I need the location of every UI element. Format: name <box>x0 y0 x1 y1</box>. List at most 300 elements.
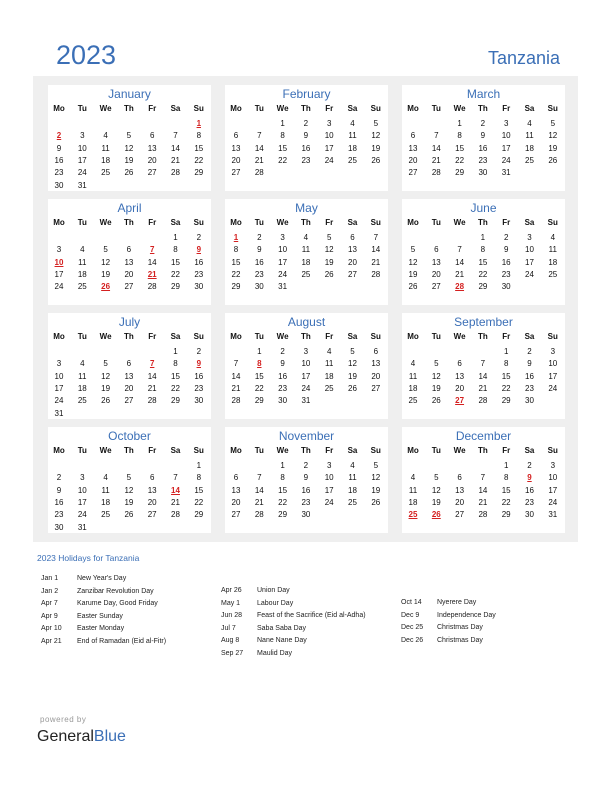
day-cell[interactable]: 7 <box>480 359 486 369</box>
day-cell[interactable]: 10 <box>501 131 511 141</box>
day-cell[interactable]: 23 <box>301 497 311 507</box>
day-cell[interactable]: 16 <box>54 497 64 507</box>
day-cell[interactable]: 17 <box>548 485 558 495</box>
day-cell[interactable]: 9 <box>503 245 509 255</box>
day-cell[interactable]: 25 <box>408 396 418 406</box>
day-cell[interactable]: 30 <box>525 510 534 520</box>
day-cell[interactable]: 13 <box>124 257 134 267</box>
day-cell[interactable]: 25 <box>348 497 357 507</box>
day-cell[interactable]: 4 <box>326 347 332 356</box>
day-cell[interactable]: 11 <box>101 485 110 495</box>
day-cell[interactable]: 11 <box>325 359 334 369</box>
day-cell[interactable]: 24 <box>525 269 534 279</box>
day-cell[interactable]: 22 <box>278 497 288 507</box>
day-cell[interactable]: 21 <box>171 155 180 165</box>
day-cell[interactable]: 27 <box>431 282 441 292</box>
day-cell[interactable]: 24 <box>54 396 64 406</box>
day-cell[interactable]: 10 <box>77 485 87 495</box>
day-cell[interactable]: 2 <box>480 119 486 128</box>
day-cell[interactable]: 5 <box>373 461 379 470</box>
day-cell[interactable]: 20 <box>231 497 241 507</box>
day-cell[interactable]: 12 <box>431 485 441 495</box>
day-cell[interactable]: 6 <box>149 131 155 141</box>
day-cell[interactable]: 29 <box>194 510 204 520</box>
day-cell[interactable]: 29 <box>254 396 264 406</box>
day-cell[interactable]: 7 <box>480 473 486 483</box>
holiday-day-cell[interactable]: 14 <box>171 485 180 495</box>
day-cell[interactable]: 6 <box>233 473 239 483</box>
day-cell[interactable]: 7 <box>373 233 379 242</box>
day-cell[interactable]: 21 <box>478 383 488 393</box>
day-cell[interactable]: 29 <box>231 282 241 292</box>
day-cell[interactable]: 13 <box>371 359 381 369</box>
day-cell[interactable]: 23 <box>54 168 64 178</box>
day-cell[interactable]: 4 <box>350 119 355 128</box>
day-cell[interactable]: 31 <box>54 408 64 418</box>
day-cell[interactable]: 27 <box>455 510 465 520</box>
day-cell[interactable]: 6 <box>457 473 462 483</box>
day-cell[interactable]: 19 <box>348 371 357 381</box>
day-cell[interactable]: 20 <box>431 269 441 279</box>
day-cell[interactable]: 2 <box>280 347 285 356</box>
day-cell[interactable]: 24 <box>77 168 87 178</box>
day-cell[interactable]: 4 <box>550 233 556 242</box>
day-cell[interactable]: 4 <box>303 233 309 242</box>
holiday-day-cell[interactable]: 7 <box>149 359 155 369</box>
day-cell[interactable]: 19 <box>371 485 381 495</box>
day-cell[interactable]: 7 <box>173 473 178 483</box>
day-cell[interactable]: 12 <box>348 359 357 369</box>
day-cell[interactable]: 19 <box>371 143 381 153</box>
day-cell[interactable]: 11 <box>548 245 557 255</box>
day-cell[interactable]: 8 <box>280 131 285 141</box>
day-cell[interactable]: 15 <box>231 257 241 267</box>
day-cell[interactable]: 6 <box>350 233 355 242</box>
day-cell[interactable]: 12 <box>408 257 418 267</box>
day-cell[interactable]: 17 <box>501 143 511 153</box>
day-cell[interactable]: 3 <box>550 461 556 470</box>
day-cell[interactable]: 16 <box>501 257 511 267</box>
day-cell[interactable]: 27 <box>231 168 241 178</box>
day-cell[interactable]: 3 <box>56 359 62 369</box>
day-cell[interactable]: 5 <box>103 359 108 369</box>
day-cell[interactable]: 25 <box>301 269 311 279</box>
day-cell[interactable]: 9 <box>56 485 62 495</box>
day-cell[interactable]: 16 <box>301 485 311 495</box>
day-cell[interactable]: 17 <box>525 257 534 267</box>
day-cell[interactable]: 10 <box>324 473 334 483</box>
day-cell[interactable]: 24 <box>501 155 511 165</box>
day-cell[interactable]: 26 <box>124 510 134 520</box>
day-cell[interactable]: 29 <box>501 396 511 406</box>
day-cell[interactable]: 19 <box>324 257 334 267</box>
day-cell[interactable]: 28 <box>371 269 381 279</box>
day-cell[interactable]: 30 <box>54 522 64 532</box>
day-cell[interactable]: 16 <box>194 257 204 267</box>
day-cell[interactable]: 21 <box>231 383 241 393</box>
day-cell[interactable]: 15 <box>278 485 288 495</box>
day-cell[interactable]: 12 <box>124 485 134 495</box>
day-cell[interactable]: 23 <box>194 269 204 279</box>
day-cell[interactable]: 30 <box>525 396 534 406</box>
day-cell[interactable]: 17 <box>54 269 64 279</box>
day-cell[interactable]: 21 <box>478 497 488 507</box>
day-cell[interactable]: 16 <box>254 257 264 267</box>
day-cell[interactable]: 12 <box>101 257 111 267</box>
day-cell[interactable]: 7 <box>257 131 262 141</box>
day-cell[interactable]: 26 <box>348 383 357 393</box>
holiday-day-cell[interactable]: 9 <box>527 473 532 483</box>
day-cell[interactable]: 28 <box>431 168 441 178</box>
day-cell[interactable]: 22 <box>231 269 241 279</box>
day-cell[interactable]: 8 <box>196 473 202 483</box>
holiday-day-cell[interactable]: 9 <box>196 245 202 255</box>
day-cell[interactable]: 18 <box>301 257 311 267</box>
day-cell[interactable]: 20 <box>147 155 157 165</box>
day-cell[interactable]: 13 <box>231 143 241 153</box>
day-cell[interactable]: 24 <box>548 497 558 507</box>
holiday-day-cell[interactable]: 26 <box>431 510 441 520</box>
day-cell[interactable]: 21 <box>431 155 441 165</box>
holiday-day-cell[interactable]: 10 <box>54 257 64 267</box>
day-cell[interactable]: 16 <box>525 371 534 381</box>
day-cell[interactable]: 11 <box>101 143 110 153</box>
day-cell[interactable]: 8 <box>280 473 285 483</box>
day-cell[interactable]: 31 <box>501 168 511 178</box>
day-cell[interactable]: 4 <box>527 119 532 128</box>
day-cell[interactable]: 24 <box>77 510 87 520</box>
day-cell[interactable]: 27 <box>124 282 134 292</box>
day-cell[interactable]: 30 <box>54 180 64 190</box>
day-cell[interactable]: 10 <box>548 359 558 369</box>
day-cell[interactable]: 18 <box>548 257 558 267</box>
day-cell[interactable]: 25 <box>525 155 534 165</box>
day-cell[interactable]: 1 <box>503 347 509 356</box>
holiday-day-cell[interactable]: 2 <box>56 131 62 141</box>
day-cell[interactable]: 1 <box>257 347 262 356</box>
day-cell[interactable]: 10 <box>548 473 558 483</box>
day-cell[interactable]: 24 <box>548 383 558 393</box>
day-cell[interactable]: 11 <box>408 371 418 381</box>
day-cell[interactable]: 3 <box>56 245 62 255</box>
day-cell[interactable]: 19 <box>408 269 418 279</box>
day-cell[interactable]: 18 <box>408 497 418 507</box>
day-cell[interactable]: 6 <box>149 473 155 483</box>
day-cell[interactable]: 15 <box>194 143 204 153</box>
day-cell[interactable]: 14 <box>231 371 241 381</box>
day-cell[interactable]: 11 <box>525 131 534 141</box>
day-cell[interactable]: 5 <box>550 119 556 128</box>
day-cell[interactable]: 2 <box>503 233 509 242</box>
day-cell[interactable]: 1 <box>457 119 462 128</box>
day-cell[interactable]: 4 <box>103 473 108 483</box>
day-cell[interactable]: 9 <box>480 131 486 141</box>
day-cell[interactable]: 22 <box>194 155 204 165</box>
day-cell[interactable]: 25 <box>548 269 558 279</box>
day-cell[interactable]: 27 <box>231 510 241 520</box>
day-cell[interactable]: 10 <box>278 245 288 255</box>
day-cell[interactable]: 15 <box>278 143 288 153</box>
day-cell[interactable]: 24 <box>278 269 288 279</box>
day-cell[interactable]: 21 <box>147 383 157 393</box>
day-cell[interactable]: 18 <box>324 371 334 381</box>
day-cell[interactable]: 6 <box>126 359 132 369</box>
day-cell[interactable]: 4 <box>350 461 355 470</box>
day-cell[interactable]: 28 <box>254 168 264 178</box>
day-cell[interactable]: 31 <box>77 522 87 532</box>
day-cell[interactable]: 9 <box>56 143 62 153</box>
day-cell[interactable]: 6 <box>373 347 379 356</box>
day-cell[interactable]: 22 <box>501 383 511 393</box>
day-cell[interactable]: 16 <box>54 155 64 165</box>
day-cell[interactable]: 7 <box>457 245 462 255</box>
day-cell[interactable]: 15 <box>171 257 180 267</box>
day-cell[interactable]: 21 <box>254 155 264 165</box>
day-cell[interactable]: 12 <box>324 245 334 255</box>
day-cell[interactable]: 19 <box>431 497 441 507</box>
day-cell[interactable]: 24 <box>324 497 334 507</box>
day-cell[interactable]: 20 <box>147 497 157 507</box>
day-cell[interactable]: 18 <box>408 383 418 393</box>
day-cell[interactable]: 3 <box>80 473 85 483</box>
day-cell[interactable]: 4 <box>80 359 85 369</box>
day-cell[interactable]: 31 <box>278 282 288 292</box>
day-cell[interactable]: 24 <box>324 155 334 165</box>
day-cell[interactable]: 11 <box>301 245 311 255</box>
day-cell[interactable]: 22 <box>478 269 488 279</box>
day-cell[interactable]: 18 <box>348 485 357 495</box>
day-cell[interactable]: 7 <box>233 359 239 369</box>
day-cell[interactable]: 25 <box>101 168 111 178</box>
day-cell[interactable]: 20 <box>455 497 465 507</box>
day-cell[interactable]: 18 <box>101 497 111 507</box>
day-cell[interactable]: 30 <box>194 282 204 292</box>
day-cell[interactable]: 18 <box>101 155 111 165</box>
day-cell[interactable]: 1 <box>173 347 178 356</box>
day-cell[interactable]: 21 <box>254 497 264 507</box>
holiday-day-cell[interactable]: 7 <box>149 245 155 255</box>
day-cell[interactable]: 30 <box>194 396 204 406</box>
day-cell[interactable]: 15 <box>254 371 264 381</box>
day-cell[interactable]: 8 <box>233 245 239 255</box>
day-cell[interactable]: 29 <box>278 510 288 520</box>
day-cell[interactable]: 15 <box>501 485 511 495</box>
day-cell[interactable]: 12 <box>101 371 111 381</box>
day-cell[interactable]: 20 <box>408 155 418 165</box>
day-cell[interactable]: 26 <box>371 155 381 165</box>
day-cell[interactable]: 28 <box>478 510 488 520</box>
day-cell[interactable]: 2 <box>196 347 202 356</box>
day-cell[interactable]: 14 <box>455 257 465 267</box>
day-cell[interactable]: 26 <box>124 168 134 178</box>
day-cell[interactable]: 28 <box>171 510 180 520</box>
day-cell[interactable]: 3 <box>280 233 285 242</box>
day-cell[interactable]: 16 <box>478 143 488 153</box>
day-cell[interactable]: 12 <box>548 131 558 141</box>
day-cell[interactable]: 15 <box>194 485 204 495</box>
day-cell[interactable]: 13 <box>455 371 465 381</box>
day-cell[interactable]: 14 <box>254 485 264 495</box>
day-cell[interactable]: 23 <box>525 497 534 507</box>
day-cell[interactable]: 16 <box>278 371 288 381</box>
day-cell[interactable]: 17 <box>54 383 64 393</box>
day-cell[interactable]: 10 <box>301 359 311 369</box>
day-cell[interactable]: 31 <box>301 396 311 406</box>
day-cell[interactable]: 2 <box>56 473 62 483</box>
day-cell[interactable]: 11 <box>348 473 357 483</box>
day-cell[interactable]: 6 <box>233 131 239 141</box>
day-cell[interactable]: 5 <box>326 233 332 242</box>
day-cell[interactable]: 14 <box>147 371 157 381</box>
day-cell[interactable]: 11 <box>408 485 418 495</box>
day-cell[interactable]: 26 <box>548 155 558 165</box>
holiday-day-cell[interactable]: 25 <box>408 510 418 520</box>
day-cell[interactable]: 14 <box>478 371 488 381</box>
day-cell[interactable]: 3 <box>503 119 509 128</box>
day-cell[interactable]: 10 <box>525 245 534 255</box>
day-cell[interactable]: 3 <box>326 119 332 128</box>
day-cell[interactable]: 2 <box>303 119 309 128</box>
day-cell[interactable]: 1 <box>503 461 509 470</box>
day-cell[interactable]: 5 <box>410 245 416 255</box>
day-cell[interactable]: 29 <box>171 396 180 406</box>
day-cell[interactable]: 17 <box>77 497 87 507</box>
day-cell[interactable]: 23 <box>54 510 64 520</box>
day-cell[interactable]: 23 <box>501 269 511 279</box>
day-cell[interactable]: 29 <box>171 282 180 292</box>
day-cell[interactable]: 19 <box>101 383 111 393</box>
day-cell[interactable]: 13 <box>124 371 134 381</box>
day-cell[interactable]: 5 <box>126 131 132 141</box>
day-cell[interactable]: 17 <box>324 143 334 153</box>
day-cell[interactable]: 3 <box>527 233 532 242</box>
day-cell[interactable]: 26 <box>408 282 418 292</box>
day-cell[interactable]: 17 <box>77 155 87 165</box>
day-cell[interactable]: 30 <box>254 282 264 292</box>
day-cell[interactable]: 29 <box>501 510 511 520</box>
day-cell[interactable]: 29 <box>194 168 204 178</box>
day-cell[interactable]: 8 <box>503 473 509 483</box>
day-cell[interactable]: 15 <box>171 371 180 381</box>
day-cell[interactable]: 24 <box>54 282 64 292</box>
day-cell[interactable]: 28 <box>478 396 488 406</box>
day-cell[interactable]: 17 <box>278 257 288 267</box>
day-cell[interactable]: 24 <box>301 383 311 393</box>
holiday-day-cell[interactable]: 28 <box>455 282 465 292</box>
day-cell[interactable]: 14 <box>478 485 488 495</box>
day-cell[interactable]: 2 <box>527 347 532 356</box>
day-cell[interactable]: 7 <box>257 473 262 483</box>
holiday-day-cell[interactable]: 26 <box>101 282 111 292</box>
day-cell[interactable]: 25 <box>77 282 87 292</box>
day-cell[interactable]: 4 <box>103 131 108 141</box>
day-cell[interactable]: 27 <box>147 510 157 520</box>
day-cell[interactable]: 22 <box>501 497 511 507</box>
day-cell[interactable]: 22 <box>171 383 180 393</box>
day-cell[interactable]: 20 <box>231 155 241 165</box>
day-cell[interactable]: 25 <box>101 510 111 520</box>
day-cell[interactable]: 27 <box>408 168 418 178</box>
day-cell[interactable]: 8 <box>173 245 178 255</box>
day-cell[interactable]: 26 <box>324 269 334 279</box>
holiday-day-cell[interactable]: 9 <box>196 359 202 369</box>
day-cell[interactable]: 4 <box>410 359 416 369</box>
day-cell[interactable]: 4 <box>410 473 416 483</box>
day-cell[interactable]: 30 <box>301 510 311 520</box>
day-cell[interactable]: 22 <box>171 269 180 279</box>
day-cell[interactable]: 20 <box>455 383 465 393</box>
day-cell[interactable]: 2 <box>257 233 262 242</box>
day-cell[interactable]: 19 <box>124 155 134 165</box>
day-cell[interactable]: 22 <box>455 155 465 165</box>
day-cell[interactable]: 16 <box>301 143 311 153</box>
day-cell[interactable]: 6 <box>126 245 132 255</box>
day-cell[interactable]: 12 <box>371 131 381 141</box>
day-cell[interactable]: 2 <box>303 461 309 470</box>
day-cell[interactable]: 13 <box>348 245 357 255</box>
day-cell[interactable]: 2 <box>527 461 532 470</box>
day-cell[interactable]: 1 <box>280 119 285 128</box>
day-cell[interactable]: 14 <box>371 245 381 255</box>
day-cell[interactable]: 26 <box>431 396 441 406</box>
day-cell[interactable]: 2 <box>196 233 202 242</box>
day-cell[interactable]: 20 <box>371 371 381 381</box>
holiday-day-cell[interactable]: 27 <box>455 396 465 406</box>
day-cell[interactable]: 28 <box>231 396 241 406</box>
holiday-day-cell[interactable]: 8 <box>257 359 262 369</box>
holiday-day-cell[interactable]: 1 <box>196 119 202 128</box>
day-cell[interactable]: 5 <box>103 245 108 255</box>
day-cell[interactable]: 18 <box>77 383 87 393</box>
day-cell[interactable]: 8 <box>457 131 462 141</box>
day-cell[interactable]: 11 <box>78 257 87 267</box>
day-cell[interactable]: 30 <box>278 396 288 406</box>
day-cell[interactable]: 1 <box>173 233 178 242</box>
day-cell[interactable]: 5 <box>373 119 379 128</box>
day-cell[interactable]: 12 <box>431 371 441 381</box>
day-cell[interactable]: 13 <box>147 143 157 153</box>
day-cell[interactable]: 30 <box>501 282 511 292</box>
day-cell[interactable]: 11 <box>78 371 87 381</box>
day-cell[interactable]: 29 <box>455 168 465 178</box>
day-cell[interactable]: 16 <box>525 485 534 495</box>
day-cell[interactable]: 12 <box>371 473 381 483</box>
day-cell[interactable]: 21 <box>371 257 381 267</box>
day-cell[interactable]: 23 <box>278 383 288 393</box>
day-cell[interactable]: 26 <box>371 497 381 507</box>
day-cell[interactable]: 15 <box>478 257 488 267</box>
day-cell[interactable]: 21 <box>455 269 465 279</box>
day-cell[interactable]: 5 <box>350 347 355 356</box>
day-cell[interactable]: 14 <box>171 143 180 153</box>
day-cell[interactable]: 6 <box>457 359 462 369</box>
day-cell[interactable]: 8 <box>173 359 178 369</box>
day-cell[interactable]: 23 <box>478 155 488 165</box>
day-cell[interactable]: 5 <box>126 473 132 483</box>
day-cell[interactable]: 3 <box>80 131 85 141</box>
day-cell[interactable]: 7 <box>434 131 439 141</box>
day-cell[interactable]: 27 <box>371 383 381 393</box>
day-cell[interactable]: 19 <box>124 497 134 507</box>
day-cell[interactable]: 8 <box>503 359 509 369</box>
day-cell[interactable]: 12 <box>124 143 134 153</box>
day-cell[interactable]: 22 <box>254 383 264 393</box>
day-cell[interactable]: 6 <box>434 245 439 255</box>
day-cell[interactable]: 8 <box>480 245 486 255</box>
day-cell[interactable]: 29 <box>478 282 488 292</box>
day-cell[interactable]: 25 <box>348 155 357 165</box>
day-cell[interactable]: 3 <box>550 347 556 356</box>
